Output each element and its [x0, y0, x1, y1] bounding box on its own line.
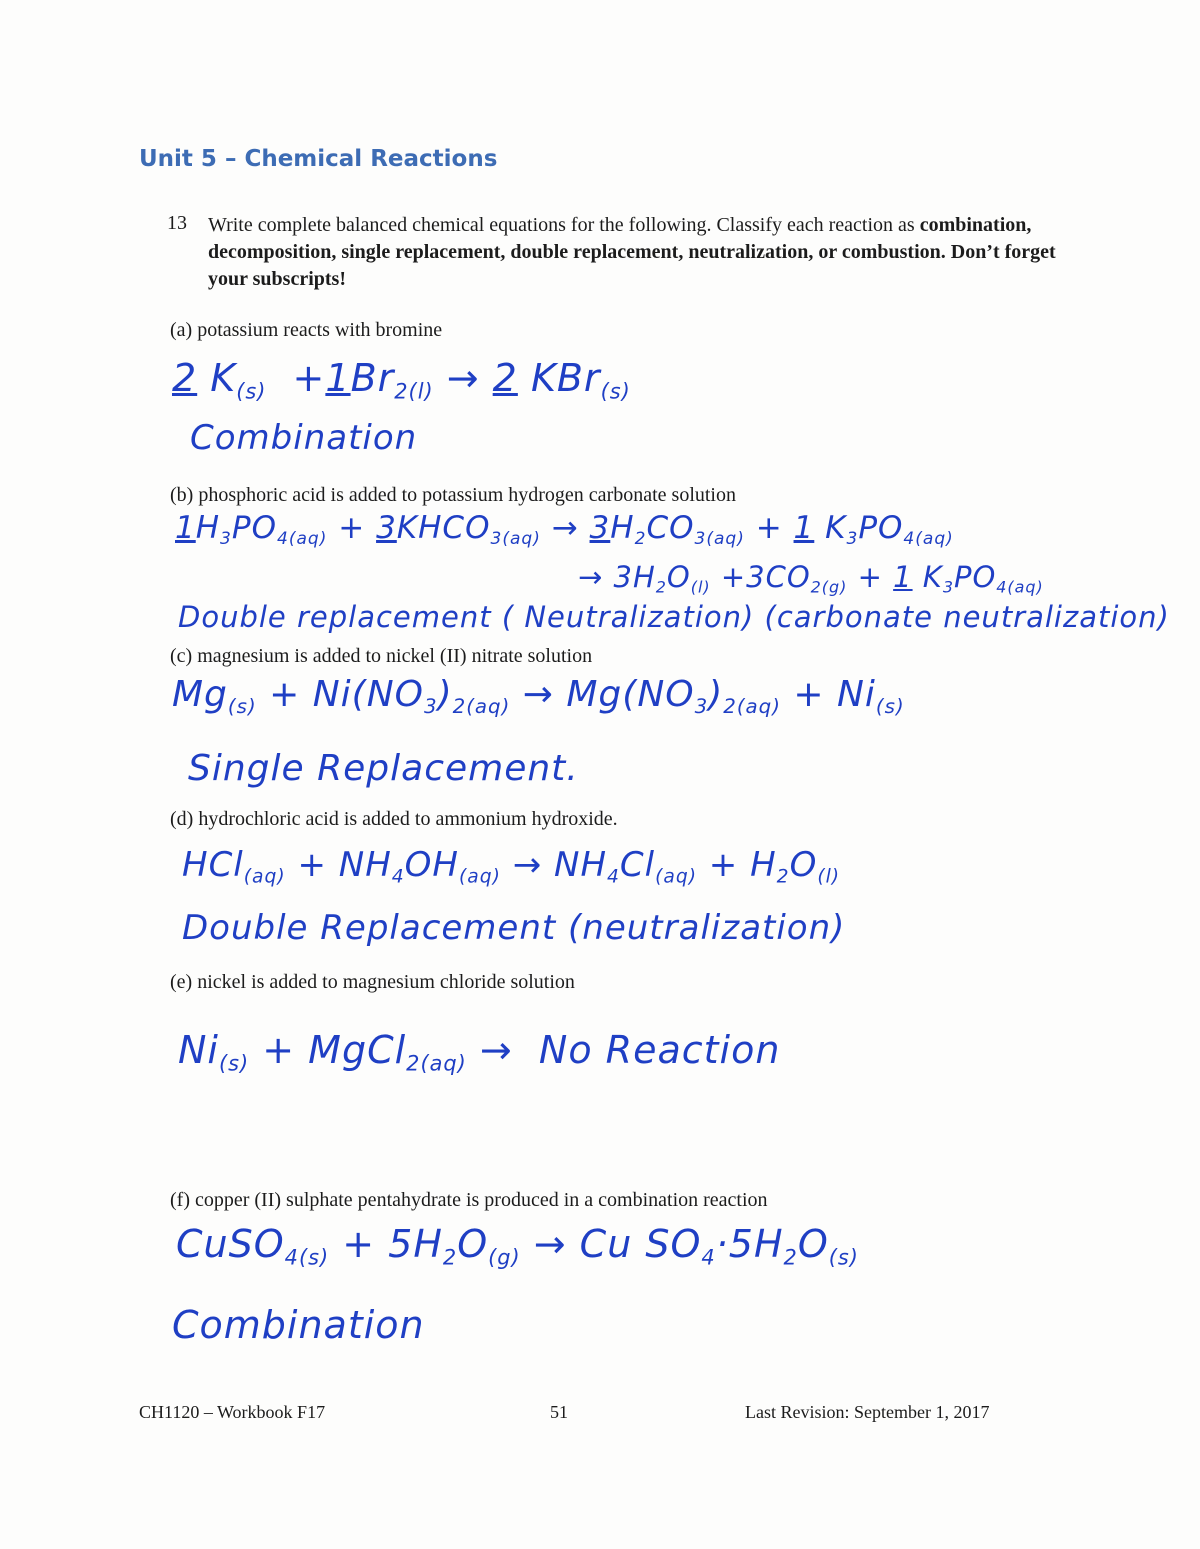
footer-course: CH1120 – Workbook F17	[139, 1402, 326, 1422]
part-a-prompt: (a) potassium reacts with bromine	[170, 319, 443, 341]
footer-revision: Last Revision: September 1, 2017	[745, 1402, 990, 1422]
part-a-equation: 2 $K_{(s)} +1Br_{2(l)} \to 2$ KBr$_{(s)}$	[172, 356, 631, 404]
part-d-prompt: (d) hydrochloric acid is added to ammonium hydroxide.	[170, 808, 618, 830]
part-b-classification: Double replacement ( Neutralization) (carbonate neutralization)	[178, 600, 1170, 634]
part-c-equation: $Mg_{(s)} + Ni(NO_3)_{2(aq)} \to Mg(NO_3)_{2(aq)} + Ni_{(s)}$	[172, 674, 905, 718]
question-instruction	[208, 212, 1088, 293]
page-title: Unit 5 – Chemical Reactions	[139, 146, 498, 172]
part-e-prompt: (e) nickel is added to magnesium chloride solution	[170, 971, 575, 993]
instruction-bold-text: combination, decomposition, single replacement, double replacement, neutralization, or combustion. Don’t forget your subscripts!	[208, 214, 1056, 290]
part-c-prompt: (c) magnesium is added to nickel (II) nitrate solution	[170, 645, 593, 667]
part-d-equation: $HCl_{(aq)} + NH_4OH_{(aq)} \to NH_4Cl_{(aq)} + H_2O_{(l)}$	[182, 845, 841, 888]
part-f-prompt: (f) copper (II) sulphate pentahydrate is produced in a combination reaction	[170, 1189, 768, 1211]
part-c-classification: Single Replacement.	[188, 748, 579, 789]
part-e-result: No Reaction	[538, 1028, 781, 1072]
part-a-classification: Combination	[190, 418, 418, 458]
part-f-classification: Combination	[172, 1303, 425, 1347]
part-f-equation: CuSO$_{4(s)}$ + $5H_2O_{(g)} \to Cu$ $SO_4\cdot 5H_2O_{(s)}$	[176, 1222, 859, 1270]
footer-page-number: 51	[550, 1402, 568, 1422]
part-b-equation-line-1: $1H_3PO_{4(aq)}$ + $3KHCO_{3(aq)} \to 3H_2CO_{3(aq)} + 1$ $K_3PO_{4(aq)}$	[175, 510, 954, 549]
part-b-prompt: (b) phosphoric acid is added to potassium hydrogen carbonate solution	[170, 484, 736, 506]
question-number: 13	[167, 212, 187, 234]
part-d-classification: Double Replacement (neutralization)	[182, 908, 846, 948]
part-e-equation: $Ni_{(s)}$ + MgCl$_{2(aq)}$ → No Reaction	[178, 1028, 781, 1076]
instruction-text: Write complete balanced chemical equations for the following. Classify each reaction as	[208, 214, 915, 236]
part-b-equation-line-2: → $3H_2O_{(l)} +3CO_{2(g)} + 1$ $K_3PO_{4(aq)}$	[578, 560, 1044, 597]
